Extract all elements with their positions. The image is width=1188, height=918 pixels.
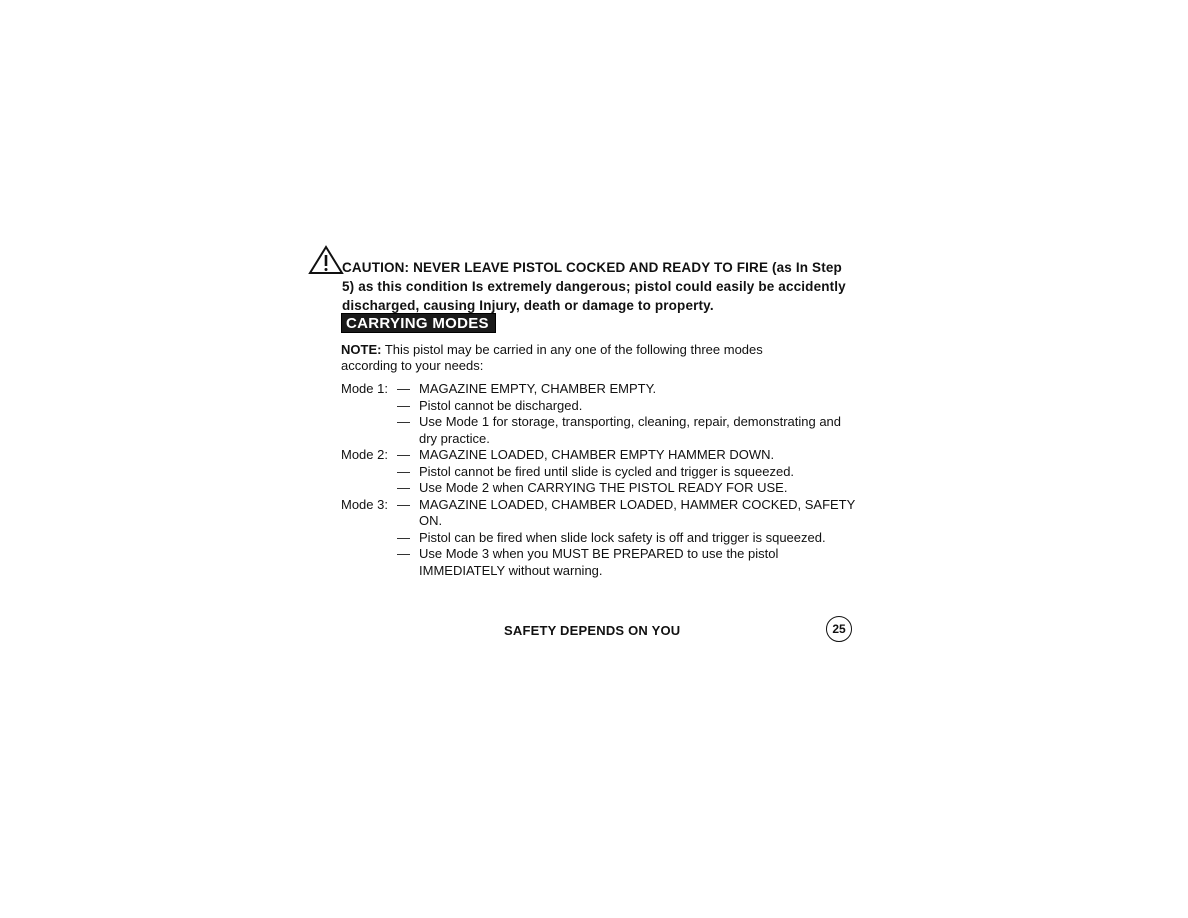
mode-3 bbox=[341, 497, 861, 580]
mode-line bbox=[397, 447, 861, 464]
footer-text: SAFETY DEPENDS ON YOU bbox=[504, 623, 681, 638]
mode-line bbox=[397, 480, 861, 497]
dash: — bbox=[397, 414, 410, 429]
mode-line bbox=[397, 381, 861, 398]
mode-line bbox=[397, 464, 861, 481]
dash: — bbox=[397, 480, 410, 495]
dash: — bbox=[397, 463, 410, 479]
dash: — bbox=[397, 447, 410, 462]
dash: — bbox=[397, 397, 410, 413]
mode-line bbox=[397, 414, 861, 447]
mode-1 bbox=[341, 381, 861, 447]
caution-text: CAUTION: NEVER LEAVE PISTOL COCKED AND READY TO FIRE (as In Step 5) as this condition Is extremely dangerous; pistol could easily be accidently discharged, causing Injury, death or damage to property. bbox=[342, 260, 846, 313]
mode-line-text: Use Mode 1 for storage, transporting, cleaning, repair, demonstrating and dry practice. bbox=[419, 414, 842, 446]
note-text: This pistol may be carried in any one of the following three modes according to your needs: bbox=[341, 342, 763, 373]
warning-triangle-icon bbox=[308, 245, 344, 275]
section-heading: CARRYING MODES bbox=[341, 313, 496, 333]
mode-line-text: Pistol cannot be discharged. bbox=[419, 397, 583, 413]
note-paragraph bbox=[341, 342, 821, 374]
mode-line-text: MAGAZINE EMPTY, CHAMBER EMPTY. bbox=[419, 381, 657, 396]
dash: — bbox=[397, 529, 410, 545]
mode-label: Mode 2: bbox=[341, 447, 388, 462]
mode-line bbox=[397, 398, 861, 415]
modes-list bbox=[341, 381, 861, 579]
mode-line-text: Pistol can be fired when slide lock safety is off and trigger is squeezed. bbox=[419, 529, 826, 545]
mode-line-text: MAGAZINE LOADED, CHAMBER LOADED, HAMMER COCKED, SAFETY ON. bbox=[419, 496, 856, 528]
mode-line-text: Pistol cannot be fired until slide is cycled and trigger is squeezed. bbox=[419, 463, 795, 479]
dash: — bbox=[397, 546, 410, 561]
mode-line bbox=[397, 530, 861, 547]
mode-line-text: Use Mode 2 when CARRYING THE PISTOL READY FOR USE. bbox=[419, 480, 788, 495]
mode-line bbox=[397, 546, 861, 579]
page-number: 25 bbox=[826, 616, 852, 642]
mode-label: Mode 1: bbox=[341, 381, 388, 396]
mode-2 bbox=[341, 447, 861, 497]
dash: — bbox=[397, 381, 410, 396]
note-label: NOTE: bbox=[341, 342, 382, 357]
mode-label: Mode 3: bbox=[341, 496, 388, 512]
dash: — bbox=[397, 496, 410, 512]
mode-line bbox=[397, 497, 861, 530]
mode-line-text: Use Mode 3 when you MUST BE PREPARED to use the pistol IMMEDIATELY without warning. bbox=[419, 546, 779, 578]
mode-line-text: MAGAZINE LOADED, CHAMBER EMPTY HAMMER DOWN. bbox=[419, 447, 775, 462]
